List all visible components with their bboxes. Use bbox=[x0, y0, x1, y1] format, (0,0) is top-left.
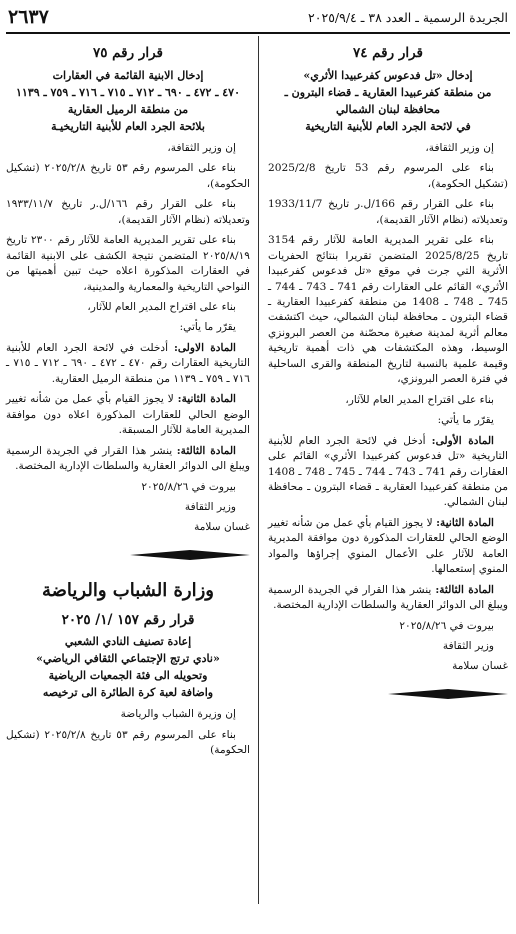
decision-75-column bbox=[6, 38, 250, 764]
article-text: لا يجوز القيام بأي عمل من شأنه تغيير الوضع الحالي للعقارات المذكورة دون موافقة المديرية العامة للآثار على الأعمال المنوي إجراؤها والمواد المنوي إستعمالها. bbox=[268, 516, 508, 576]
preamble-proposal: بناء على اقتراح المدير العام للآثار، bbox=[345, 393, 494, 406]
signature-title: وزير الثقافة bbox=[184, 500, 236, 513]
article-text: لا يجوز القيام بأي عمل من شأنه تغيير الوضع الحالي للعقارات المذكورة اعلاه دون موافقة المديرية العامة للآثار المسبقة. bbox=[6, 393, 250, 437]
subject-line: إدخال «تل فدعوس كفرعبيدا الأثري» bbox=[303, 68, 473, 82]
decision-74-heading: قرار رقم ٧٤ bbox=[352, 45, 424, 61]
signature-date: بيروت في ٢٠٢٥/٨/٢٦ bbox=[399, 619, 494, 632]
subject-line: إعادة تصنيف النادي الشعبي bbox=[64, 635, 192, 649]
decides-line: يقرّر ما يأتي: bbox=[179, 321, 236, 334]
page-header bbox=[6, 6, 510, 30]
signature-title: وزير الثقافة bbox=[442, 640, 494, 653]
signature-name: غسان سلامة bbox=[194, 521, 250, 534]
ministry-title: وزارة الشباب والرياضة bbox=[42, 580, 214, 602]
decision-157-heading: قرار رقم ١٥٧ /١/ ٢٠٢٥ bbox=[61, 611, 195, 628]
preamble-decision: بناء على القرار رقم 166/ل.ر تاريخ 1933/11/7 وتعديلاته (نظام الآثار القديمة)، bbox=[268, 198, 508, 226]
article-1 bbox=[6, 341, 250, 387]
decision-157-subject bbox=[6, 633, 250, 701]
decision-74-column bbox=[268, 38, 508, 713]
article-text: ينشر هذا القرار في الجريدة الرسمية ويبلغ الى الدوائر العقارية والسلطات الإدارية المختصة. bbox=[6, 444, 250, 473]
subject-line: في لائحة الجرد العام للأبنية التاريخية bbox=[305, 119, 471, 133]
article-label: المادة الأولى: bbox=[431, 434, 494, 447]
article-text: أدخل في لائحة الجرد العام للأبنية التاريخية «تل فدعوس كفرعبيدا الأثري» القائم على العقارات رقم 741 ـ 743 ـ 744 ـ 745 ـ 748 ـ 1408 من منطقة كفرعبيدا العقارية ـ قضاء البترون ـ محافظة لبنان الشمالي. bbox=[268, 434, 508, 509]
article-1 bbox=[268, 434, 508, 511]
article-label: المادة الثالثة: bbox=[435, 583, 494, 596]
preamble-proposal: بناء على اقتراح المدير العام للآثار، bbox=[87, 300, 236, 313]
article-label: المادة الاولى: bbox=[173, 341, 236, 354]
article-2 bbox=[268, 516, 508, 578]
subject-line: بلائحة الجرد العام للأبنية التاريخيـة bbox=[51, 119, 205, 133]
article-text: ينشر هذا القرار في الجريدة الرسمية ويبلغ الى الدوائر العقارية والسلطات الإدارية المختصة. bbox=[268, 583, 508, 612]
subject-line: إدخال الابنية القائمة في العقارات bbox=[52, 68, 204, 82]
preamble-decree: بناء على المرسوم رقم ٥٣ تاريخ ٢٠٢٥/٢/٨ (تشكيل الحكومة)، bbox=[6, 162, 250, 190]
article-3 bbox=[268, 583, 508, 614]
article-2 bbox=[6, 392, 250, 438]
subject-line: وتحويله الى فئة الجمعيات الرياضية bbox=[48, 669, 208, 683]
article-text: أدخلت في لائحة الجرد العام للأبنية التاريخية العقارات رقم ٤٧٠ ـ ٤٧٢ ـ ٦٩٠ ـ ٧١٢ ـ ٧١٥ ـ ٧١٦ ـ ٧٥٩ ـ ١١٣٩ من منطقة الرميل العقارية. bbox=[6, 341, 251, 385]
article-label: المادة الثالثة: bbox=[176, 444, 236, 457]
preamble-decision: بناء على القرار رقم ١٦٦/ل.ر تاريخ ١٩٣٣/١١/٧ وتعديلاته (نظام الآثار القديمة)، bbox=[6, 198, 250, 226]
column-divider bbox=[258, 36, 259, 904]
signature-name: غسان سلامة bbox=[452, 660, 508, 673]
page-number: ٢٦٣٧ bbox=[8, 6, 49, 28]
article-3 bbox=[6, 444, 250, 475]
preamble-minister: إن وزيرة الشباب والرياضة bbox=[120, 708, 236, 721]
subject-line: ٤٧٠ ـ ٤٧٢ ـ ٦٩٠ ـ ٧١٢ ـ ٧١٥ ـ ٧١٦ ـ ٧٥٩ ـ ١١٣٩ bbox=[15, 85, 240, 99]
subject-line: من منطقة كفرعبيدا العقارية ـ قضاء البترون ـ bbox=[284, 85, 492, 99]
preamble-report: بناء على تقرير المديرية العامة للآثار رقم 3154 تاريخ 2025/8/25 المتضمن تقريرا بنتائج الحفريات الأثرية التي جرت في موقع «تل فدعوس كفرعبيدا الأثري» القائم على العقارات رقم 741 ـ 743 ـ 744 ـ 745 ـ 748 ـ 1408 من منطقة كفرعبيدا العقارية ـ قضاء البترون ـ محافظة لبنان الشمالي، حيث اكتشفت معالم أثرية لمدينة صغيرة محصّنة من العصر البرونزي الوسيط، وهذه المكتشفات هي ذات أهمية تاريخية وقيمة علمية بالنسبة لتاريخ المنطقة والقرى الساحلية في فترة العصر البرونزي، bbox=[268, 234, 509, 386]
article-label: المادة الثانية: bbox=[436, 516, 494, 529]
subject-line: «نادي ترتج الإجتماعي الثقافي الرياضي» bbox=[36, 652, 220, 666]
decision-75-heading: قرار رقم ٧٥ bbox=[92, 45, 164, 61]
signature-date: بيروت في ٢٠٢٥/٨/٢٦ bbox=[141, 480, 236, 493]
decides-line: يقرّر ما يأتي: bbox=[437, 414, 494, 427]
section-ornament bbox=[130, 549, 250, 561]
gazette-title: الجريدة الرسمية ـ العدد ٣٨ ـ ٢٠٢٥/٩/٤ bbox=[308, 10, 508, 25]
subject-line: واضافة لعبة كرة الطائرة الى ترخيصه bbox=[42, 686, 214, 700]
subject-line: من منطقة الرميل العقارية bbox=[67, 102, 189, 116]
preamble-decree: بناء على المرسوم رقم ٥٣ تاريخ ٢٠٢٥/٢/٨ (تشكيل الحكومة) bbox=[6, 728, 250, 757]
article-label: المادة الثانية: bbox=[177, 393, 236, 406]
preamble-report: بناء على تقرير المديرية العامة للآثار رقم ٢٣٠٠ تاريخ ٢٠٢٥/٨/١٩ المتضمن نتيجة الكشف على الابنية القائمة في العقارات المذكورة اعلاه حيث تبين أهميتها من النواحي التاريخية والمعمارية والمدينية، bbox=[6, 234, 250, 293]
header-rule bbox=[6, 32, 510, 34]
preamble-minister: إن وزير الثقافة، bbox=[425, 141, 494, 154]
preamble-minister: إن وزير الثقافة، bbox=[167, 141, 236, 154]
decision-74-subject bbox=[268, 67, 508, 135]
subject-line: محافظة لبنان الشمالي bbox=[335, 102, 441, 116]
preamble-decree: بناء على المرسوم رقم 53 تاريخ 2025/2/8 (تشكيل الحكومة)، bbox=[268, 162, 508, 190]
section-ornament bbox=[388, 688, 508, 700]
decision-75-subject bbox=[6, 67, 250, 135]
